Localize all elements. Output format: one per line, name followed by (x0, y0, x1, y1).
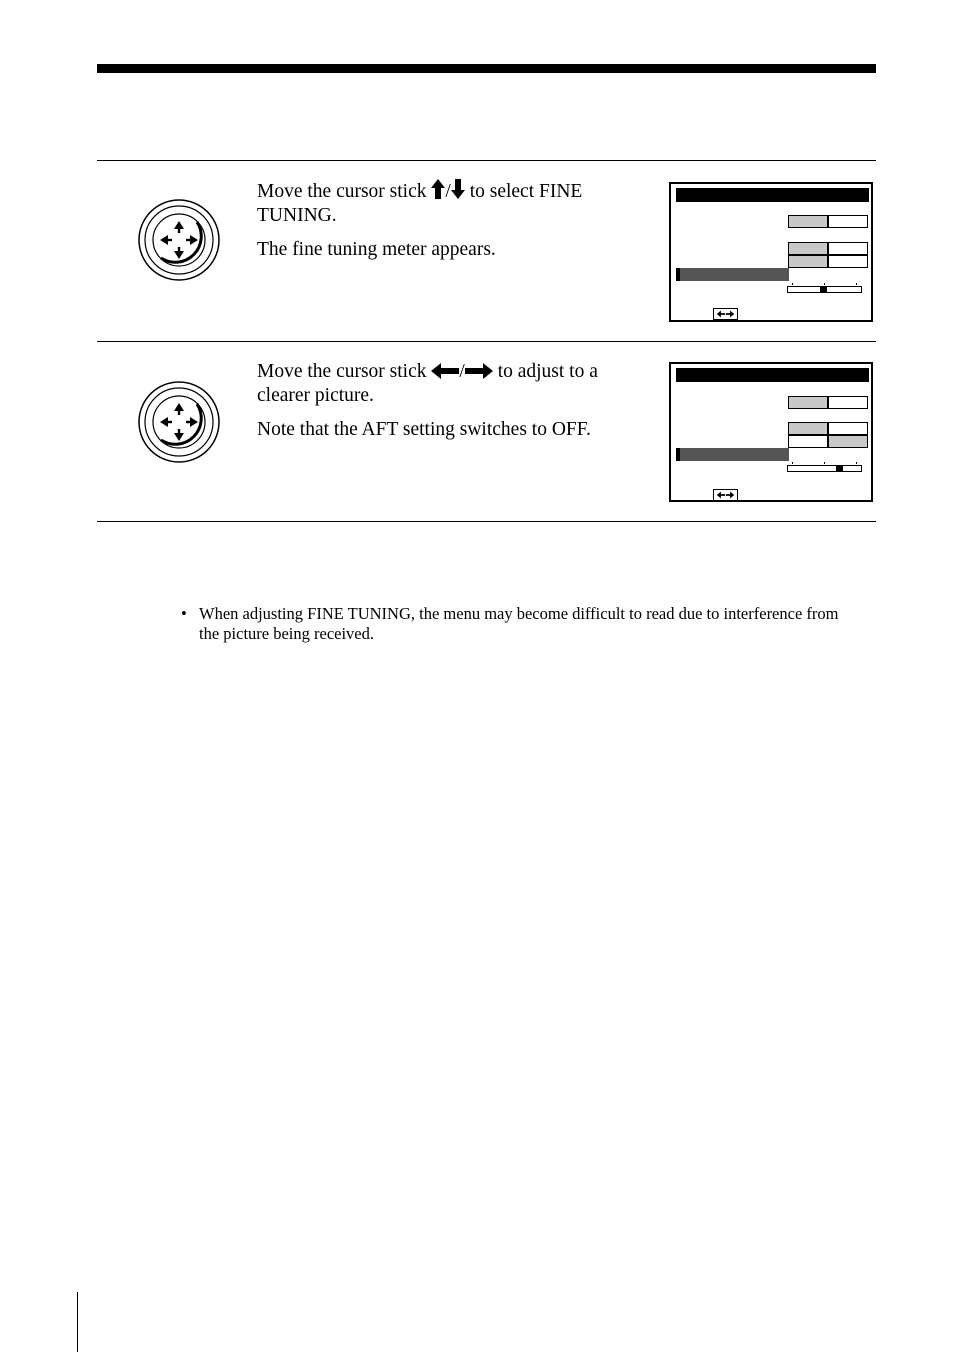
highlighted-row (676, 268, 789, 281)
menu-option (788, 396, 828, 409)
menu-option (828, 422, 868, 435)
menu-screen-fine-tuning-adjusted (669, 362, 873, 502)
menu-option (788, 255, 828, 268)
step-2-instructions (257, 360, 649, 452)
page-margin-rule (77, 1292, 78, 1352)
menu-title-bar (676, 188, 869, 202)
section-divider (97, 341, 876, 342)
cursor-stick-icon (137, 380, 221, 464)
page-header-rule (97, 64, 876, 73)
note-item (181, 604, 861, 644)
step-2-line2: Note that the AFT setting switches to OFF. (257, 419, 591, 440)
section-divider (97, 160, 876, 161)
menu-option (788, 422, 828, 435)
menu-option (828, 255, 868, 268)
menu-option (828, 242, 868, 255)
step-1-instructions (257, 179, 649, 272)
section-divider (97, 521, 876, 522)
meter-tick (824, 462, 825, 464)
left-arrow-icon (431, 363, 459, 379)
menu-option (828, 215, 868, 228)
step-1-line1: Move the cursor stick / to select FINE TUNING. (257, 181, 583, 226)
meter-tick (856, 283, 857, 285)
left-right-arrows-icon (713, 489, 738, 501)
meter-tick (792, 462, 793, 464)
menu-option (828, 396, 868, 409)
menu-option (788, 215, 828, 228)
highlighted-row (676, 448, 789, 461)
up-arrow-icon (431, 179, 445, 199)
down-arrow-icon (451, 179, 465, 199)
menu-screen-fine-tuning (669, 182, 873, 322)
meter-tick (856, 462, 857, 464)
meter-indicator (820, 287, 827, 292)
cursor-stick-icon (137, 198, 221, 282)
menu-option (788, 242, 828, 255)
step-1-line2: The fine tuning meter appears. (257, 239, 496, 260)
meter-tick (824, 283, 825, 285)
note-text: When adjusting FINE TUNING, the menu may become difficult to read due to interference from the picture being received. (199, 604, 839, 643)
menu-option (788, 435, 828, 448)
right-arrow-icon (465, 363, 493, 379)
left-right-arrows-icon (713, 308, 738, 320)
menu-option-aft-off (828, 435, 868, 448)
menu-title-bar (676, 368, 869, 382)
fine-tuning-meter (787, 286, 862, 293)
meter-tick (792, 283, 793, 285)
fine-tuning-meter (787, 465, 862, 472)
step-2-line1: Move the cursor stick / to adjust to a clearer picture. (257, 361, 598, 406)
meter-indicator (836, 466, 843, 471)
bullet: • (181, 604, 187, 623)
